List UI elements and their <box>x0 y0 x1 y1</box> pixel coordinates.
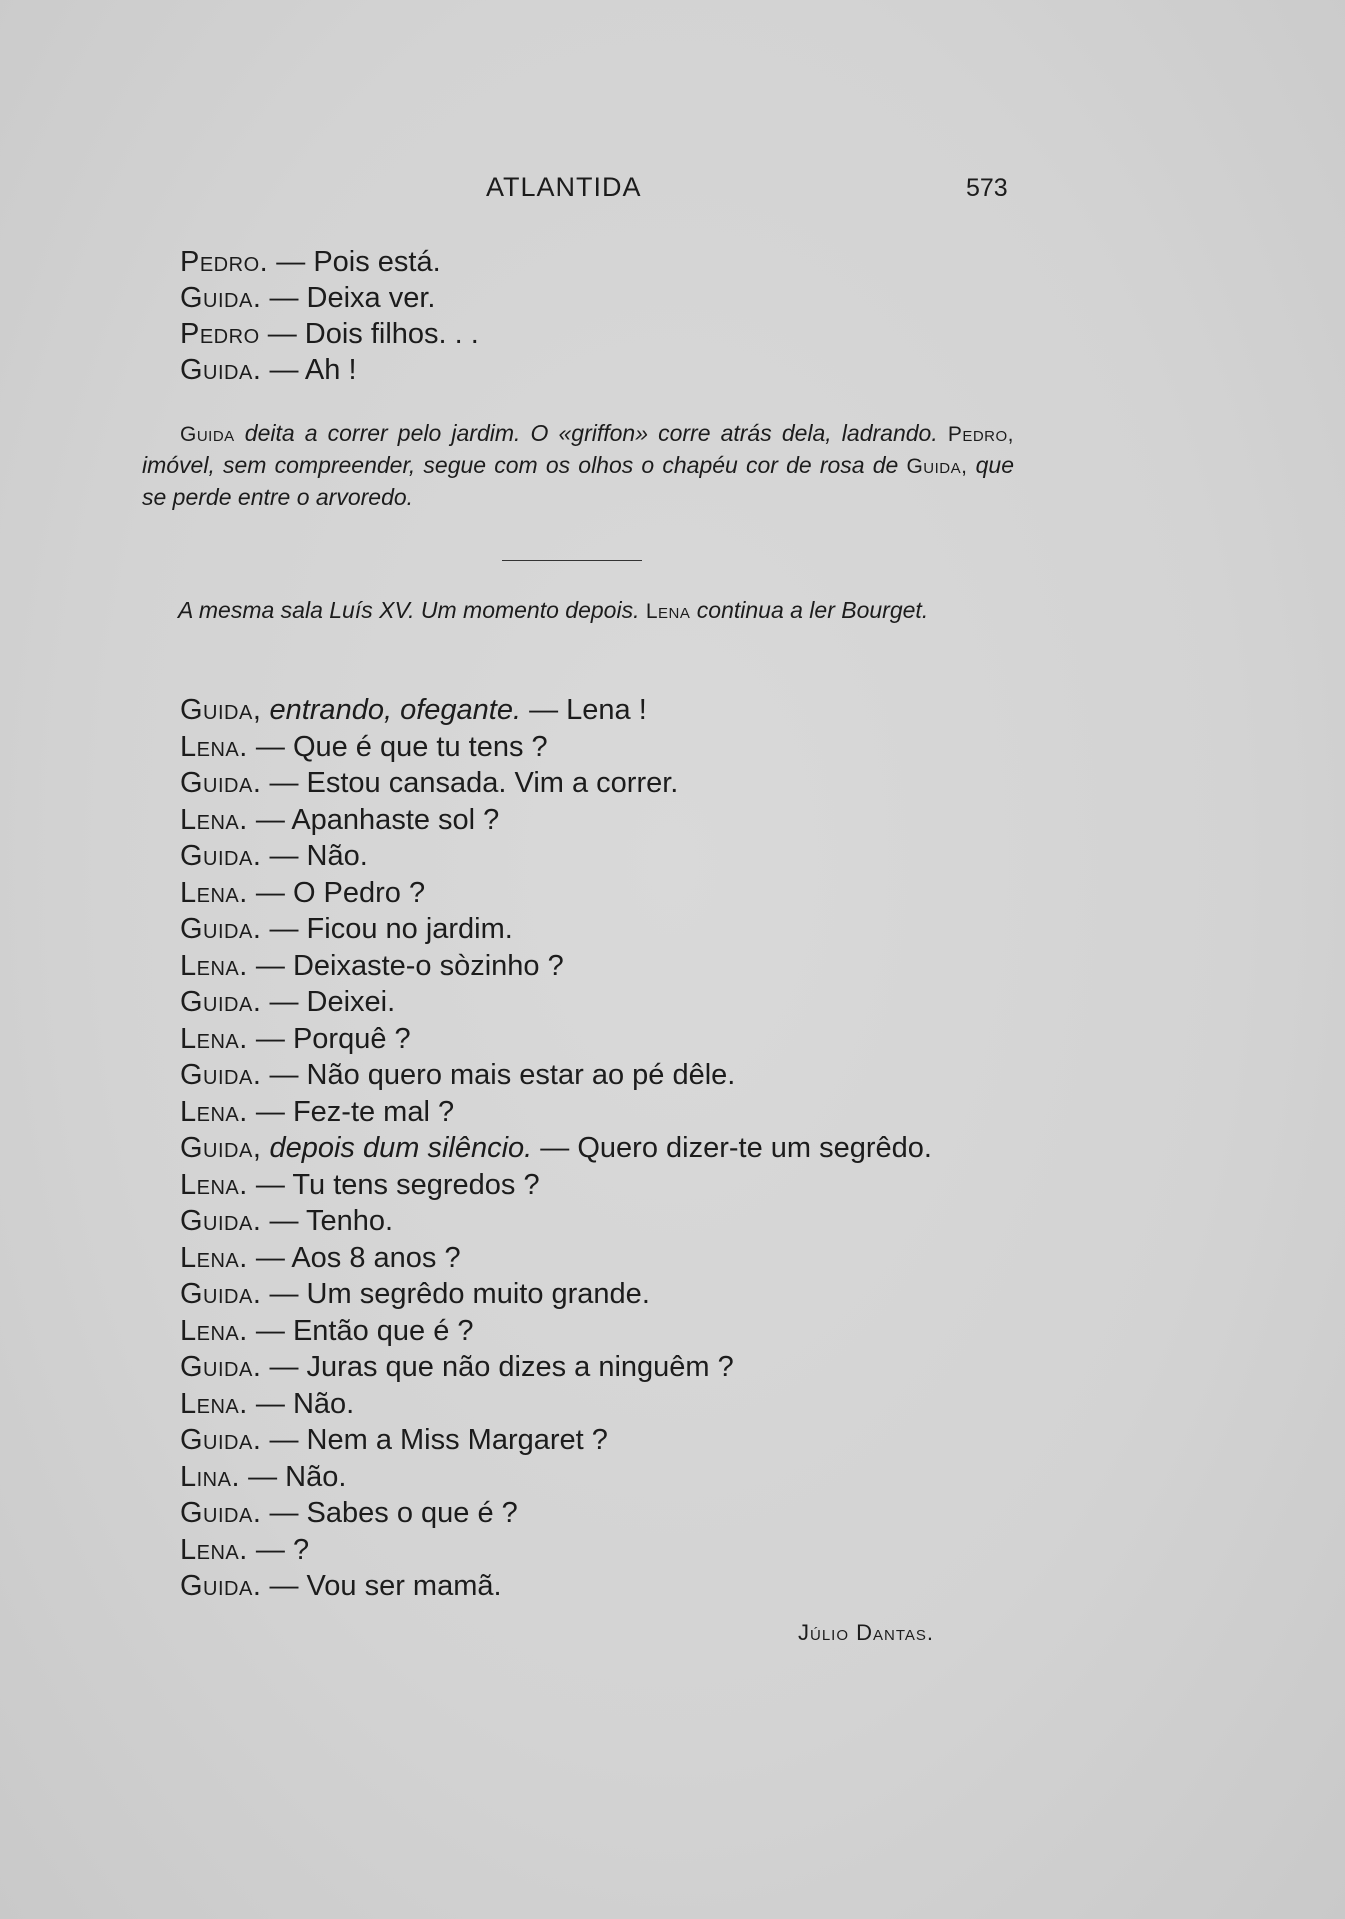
dialogue-line <box>180 729 1180 766</box>
spoken-text: Pois está. <box>313 246 441 278</box>
dash: — <box>261 913 307 945</box>
speaker-name: Lena. <box>180 1168 248 1201</box>
spoken-text: Deixa ver. <box>306 282 436 314</box>
scene-divider <box>502 560 642 561</box>
dialogue-line <box>180 948 1180 985</box>
dash: — <box>247 1533 293 1566</box>
dash: — <box>261 1424 307 1456</box>
spoken-text: Então que é ? <box>292 1314 474 1347</box>
dialogue-line <box>180 1313 1180 1350</box>
spoken-text: Não quero mais estar ao pé dêle. <box>306 1059 736 1091</box>
spoken-text: Fez-te mal ? <box>292 1095 455 1128</box>
stage-note: depois dum silêncio. <box>261 1132 533 1164</box>
direction-text: que se perde entre o arvoredo. <box>142 452 1014 510</box>
spoken-text: Tenho. <box>306 1205 394 1237</box>
dialogue-line <box>180 280 1180 316</box>
stage-note: entrando, ofegante. <box>261 694 522 726</box>
spoken-text: Vou ser mamã. <box>306 1570 502 1602</box>
spoken-text: Porquê ? <box>292 1022 411 1055</box>
speaker-name: Lina. <box>180 1460 241 1493</box>
speaker-name: Guida. <box>180 1570 262 1602</box>
spoken-text: Juras que não dizes a ninguêm ? <box>306 1351 734 1383</box>
dash: — <box>247 1022 293 1055</box>
dialogue-line <box>180 1495 1180 1532</box>
speaker-name: Lena. <box>180 876 248 909</box>
spoken-text: Estou cansada. Vim a correr. <box>306 767 679 799</box>
speaker-name: Guida. <box>180 354 262 386</box>
spoken-text: Sabes o que é ? <box>306 1497 518 1529</box>
dialogue-line <box>180 1240 1180 1277</box>
dash: — <box>261 767 307 799</box>
dash: — <box>259 318 305 350</box>
spoken-text: Que é que tu tens ? <box>292 730 548 763</box>
spoken-text: Tu tens segredos ? <box>292 1168 540 1201</box>
dash: — <box>261 1205 306 1237</box>
dash: — <box>247 730 293 763</box>
speaker-name: Guida. <box>180 767 262 799</box>
speaker-name: Guida, <box>180 694 262 726</box>
spoken-text: O Pedro ? <box>292 876 426 909</box>
dialogue-line <box>180 1057 1180 1094</box>
speaker-name: Guida. <box>180 1351 262 1383</box>
dash: — <box>247 1387 293 1420</box>
dash: — <box>247 949 293 982</box>
page-number: 573 <box>966 174 1008 202</box>
dash: — <box>247 1314 293 1347</box>
spoken-text: Deixei. <box>306 986 396 1018</box>
speaker-name: Guida, <box>906 455 968 478</box>
speaker-name: Pedro. <box>180 246 269 278</box>
dash: — <box>240 1460 286 1493</box>
spoken-text: Nem a Miss Margaret ? <box>306 1424 608 1456</box>
spoken-text: Lena ! <box>566 694 647 726</box>
speaker-name: Guida. <box>180 986 262 1018</box>
dialogue-line <box>180 984 1180 1021</box>
speaker-name: Lena <box>645 600 691 623</box>
speaker-name: Guida. <box>180 1497 262 1529</box>
dialogue-line <box>180 802 1180 839</box>
speaker-name: Lena. <box>180 1241 248 1274</box>
dash: — <box>261 1570 307 1602</box>
dash: — <box>261 354 305 386</box>
stage-direction-2 <box>142 595 1014 627</box>
dash: — <box>261 282 307 314</box>
dash: — <box>532 1132 578 1164</box>
speaker-name: Guida <box>180 423 235 446</box>
dialogue-line <box>180 1386 1180 1423</box>
spoken-text: Não. <box>292 1387 355 1420</box>
dialogue-line <box>180 244 1180 280</box>
spoken-text: Deixaste-o sòzinho ? <box>292 949 564 982</box>
dash: — <box>247 1168 293 1201</box>
dialogue-line <box>180 1167 1180 1204</box>
spoken-text: ? <box>292 1533 310 1566</box>
direction-text: continua a ler Bourget. <box>690 597 929 623</box>
dash: — <box>247 803 292 836</box>
dash: — <box>521 694 567 726</box>
speaker-name: Lena. <box>180 803 248 836</box>
dialogue-line <box>180 765 1180 802</box>
speaker-name: Guida, <box>180 1132 262 1164</box>
dash: — <box>261 840 307 872</box>
speaker-name: Lena. <box>180 1022 248 1055</box>
speaker-name: Pedro, <box>947 423 1014 446</box>
speaker-name: Lena. <box>180 949 248 982</box>
direction-text: imóvel, sem compreender, segue com os olhos o chapéu cor de rosa de <box>142 452 907 478</box>
spoken-text: Aos 8 anos ? <box>291 1241 461 1274</box>
speaker-name: Guida. <box>180 913 262 945</box>
spoken-text: Ficou no jardim. <box>306 913 513 945</box>
speaker-name: Lena. <box>180 1533 248 1566</box>
direction-text: A mesma sala Luís XV. Um momento depois. <box>178 597 646 623</box>
dialogue-line <box>180 875 1180 912</box>
spoken-text: Quero dizer-te um segrêdo. <box>577 1132 932 1164</box>
dialogue-line <box>180 1568 1180 1605</box>
dialogue-line <box>180 911 1180 948</box>
running-title: ATLANTIDA <box>486 172 642 202</box>
dialogue-line <box>180 1349 1180 1386</box>
spoken-text: Um segrêdo muito grande. <box>306 1278 650 1310</box>
dash: — <box>261 1351 307 1383</box>
dialogue-line <box>180 316 1180 352</box>
speaker-name: Lena. <box>180 1095 248 1128</box>
speaker-name: Lena. <box>180 730 248 763</box>
dialogue-line <box>180 1203 1180 1240</box>
author-signature: Júlio Dantas. <box>798 1620 935 1645</box>
dash: — <box>261 1059 307 1091</box>
dash: — <box>268 246 314 278</box>
spoken-text: Não. <box>285 1460 347 1493</box>
speaker-name: Pedro <box>180 318 260 350</box>
dialogue-line <box>180 1459 1180 1496</box>
speaker-name: Lena. <box>180 1314 248 1347</box>
dialogue-line <box>180 838 1180 875</box>
spoken-text: Dois filhos. . . <box>304 318 479 350</box>
dash: — <box>247 876 293 909</box>
speaker-name: Guida. <box>180 840 262 872</box>
direction-text: deita a correr pelo jardim. O «griffon» corre atrás dela, ladrando. <box>234 420 948 446</box>
speaker-name: Guida. <box>180 282 262 314</box>
page-header <box>0 172 1345 212</box>
speaker-name: Guida. <box>180 1205 262 1237</box>
dialogue-line <box>180 692 1180 729</box>
speaker-name: Guida. <box>180 1424 262 1456</box>
dash: — <box>247 1095 293 1128</box>
dash: — <box>261 986 307 1018</box>
speaker-name: Guida. <box>180 1278 262 1310</box>
dash: — <box>261 1497 307 1529</box>
dialogue-line <box>180 1094 1180 1131</box>
spoken-text: Ah ! <box>304 354 357 386</box>
dialogue-block-2 <box>180 692 1180 1605</box>
spoken-text: Apanhaste sol ? <box>291 803 500 836</box>
speaker-name: Lena. <box>180 1387 248 1420</box>
dialogue-line <box>180 1021 1180 1058</box>
dialogue-line <box>180 1422 1180 1459</box>
speaker-name: Guida. <box>180 1059 262 1091</box>
dialogue-block-1 <box>180 244 1180 388</box>
dialogue-line <box>180 352 1180 388</box>
dialogue-line <box>180 1532 1180 1569</box>
dialogue-line <box>180 1130 1180 1167</box>
stage-direction-1 <box>142 418 1014 513</box>
spoken-text: Não. <box>306 840 368 872</box>
dash: — <box>247 1241 292 1274</box>
dialogue-line <box>180 1276 1180 1313</box>
dash: — <box>261 1278 307 1310</box>
